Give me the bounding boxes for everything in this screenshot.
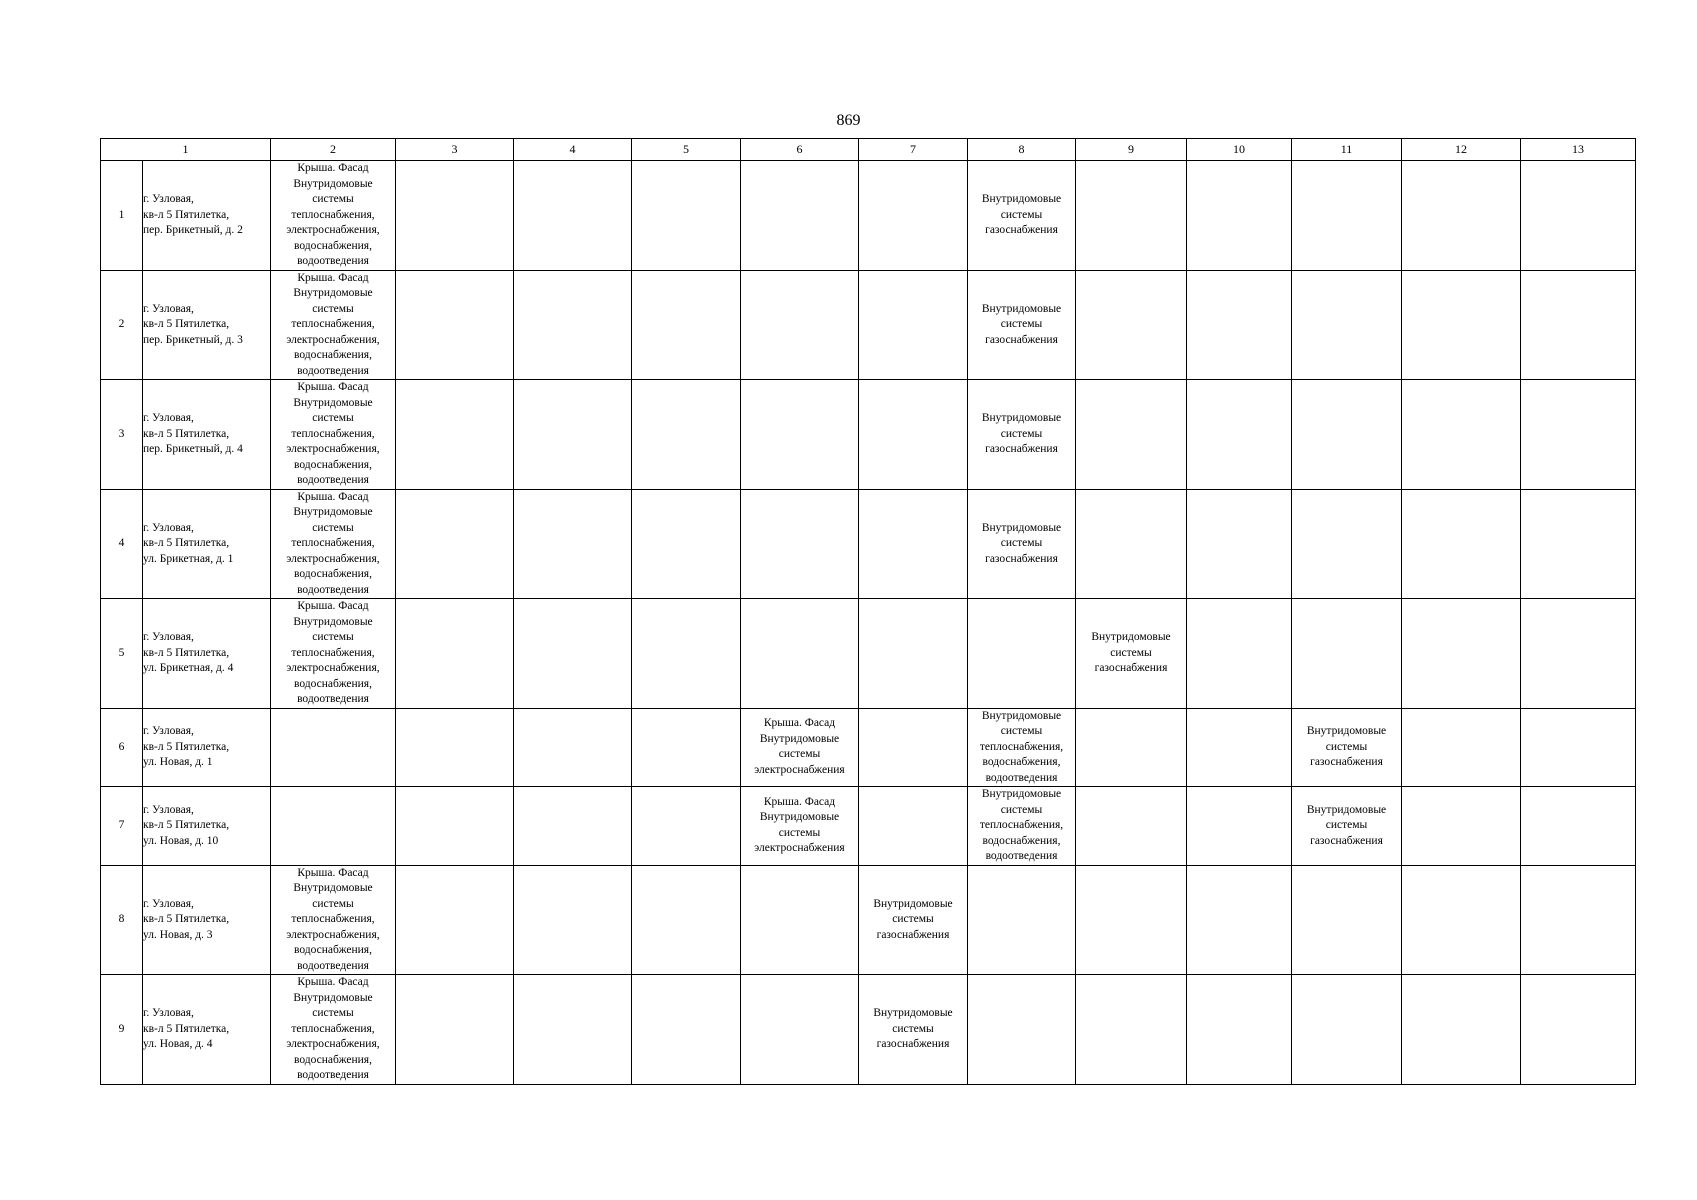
address-cell: г. Узловая, кв-л 5 Пятилетка, ул. Новая, д. 10 (143, 787, 271, 866)
work-cell-col-10 (1187, 489, 1292, 599)
work-cell-col-8 (968, 599, 1076, 709)
page-number: 869 (836, 112, 861, 129)
address-cell: г. Узловая, кв-л 5 Пятилетка, пер. Брикетный, д. 3 (143, 270, 271, 380)
work-cell-col-4 (514, 975, 632, 1085)
work-cell-col-11 (1292, 975, 1402, 1085)
work-cell-col-9 (1076, 270, 1187, 380)
work-cell-col-12 (1402, 787, 1521, 866)
work-cell-col-8: Внутридомовые системы газоснабжения (968, 270, 1076, 380)
work-cell-col-10 (1187, 975, 1292, 1085)
table-row (101, 708, 1636, 787)
table-row (101, 787, 1636, 866)
address-cell: г. Узловая, кв-л 5 Пятилетка, пер. Брикетный, д. 4 (143, 380, 271, 490)
work-cell-col-12 (1402, 270, 1521, 380)
work-cell-col-3 (396, 865, 514, 975)
work-cell-col-8 (968, 865, 1076, 975)
row-number: 1 (101, 161, 143, 271)
work-cell-col-13 (1521, 865, 1636, 975)
column-header: 5 (632, 139, 741, 161)
work-cell-col-10 (1187, 270, 1292, 380)
work-cell-col-2: Крыша. Фасад Внутридомовые системы теплоснабжения, электроснабжения, водоснабжения, водоотведения (271, 865, 396, 975)
work-cell-col-6 (741, 489, 859, 599)
column-header: 3 (396, 139, 514, 161)
work-cell-col-11: Внутридомовые системы газоснабжения (1292, 708, 1402, 787)
work-cell-col-12 (1402, 380, 1521, 490)
work-cell-col-12 (1402, 161, 1521, 271)
column-header: 1 (101, 139, 271, 161)
work-cell-col-4 (514, 380, 632, 490)
work-cell-col-9 (1076, 787, 1187, 866)
work-cell-col-2: Крыша. Фасад Внутридомовые системы теплоснабжения, электроснабжения, водоснабжения, водоотведения (271, 270, 396, 380)
work-cell-col-4 (514, 489, 632, 599)
table-row (101, 975, 1636, 1085)
column-header: 8 (968, 139, 1076, 161)
row-number: 5 (101, 599, 143, 709)
work-cell-col-5 (632, 489, 741, 599)
work-cell-col-4 (514, 787, 632, 866)
table-row (101, 865, 1636, 975)
work-cell-col-7 (859, 787, 968, 866)
work-cell-col-12 (1402, 708, 1521, 787)
work-cell-col-5 (632, 380, 741, 490)
work-cell-col-7 (859, 599, 968, 709)
work-cell-col-7 (859, 489, 968, 599)
table-row (101, 380, 1636, 490)
work-cell-col-9 (1076, 380, 1187, 490)
address-cell: г. Узловая, кв-л 5 Пятилетка, ул. Новая, д. 1 (143, 708, 271, 787)
work-cell-col-4 (514, 865, 632, 975)
work-cell-col-9 (1076, 975, 1187, 1085)
column-header: 12 (1402, 139, 1521, 161)
work-cell-col-5 (632, 787, 741, 866)
row-number: 4 (101, 489, 143, 599)
work-cell-col-13 (1521, 161, 1636, 271)
address-cell: г. Узловая, кв-л 5 Пятилетка, ул. Новая, д. 3 (143, 865, 271, 975)
work-cell-col-2: Крыша. Фасад Внутридомовые системы теплоснабжения, электроснабжения, водоснабжения, водоотведения (271, 975, 396, 1085)
work-cell-col-8: Внутридомовые системы теплоснабжения, водоснабжения, водоотведения (968, 708, 1076, 787)
work-cell-col-11: Внутридомовые системы газоснабжения (1292, 787, 1402, 866)
column-header: 2 (271, 139, 396, 161)
header-row (101, 139, 1636, 161)
work-cell-col-12 (1402, 599, 1521, 709)
table-row (101, 270, 1636, 380)
address-cell: г. Узловая, кв-л 5 Пятилетка, пер. Брикетный, д. 2 (143, 161, 271, 271)
work-cell-col-11 (1292, 865, 1402, 975)
work-cell-col-2: Крыша. Фасад Внутридомовые системы теплоснабжения, электроснабжения, водоснабжения, водоотведения (271, 161, 396, 271)
work-cell-col-2 (271, 787, 396, 866)
column-header: 11 (1292, 139, 1402, 161)
work-cell-col-11 (1292, 161, 1402, 271)
column-header: 10 (1187, 139, 1292, 161)
column-header: 6 (741, 139, 859, 161)
work-cell-col-6 (741, 161, 859, 271)
work-cell-col-11 (1292, 599, 1402, 709)
work-cell-col-4 (514, 599, 632, 709)
column-header: 7 (859, 139, 968, 161)
work-cell-col-5 (632, 270, 741, 380)
work-cell-col-5 (632, 975, 741, 1085)
row-number: 6 (101, 708, 143, 787)
work-cell-col-6 (741, 270, 859, 380)
work-cell-col-9 (1076, 865, 1187, 975)
work-cell-col-3 (396, 975, 514, 1085)
work-cell-col-7: Внутридомовые системы газоснабжения (859, 865, 968, 975)
row-number: 7 (101, 787, 143, 866)
row-number: 9 (101, 975, 143, 1085)
work-cell-col-6 (741, 975, 859, 1085)
work-cell-col-13 (1521, 489, 1636, 599)
work-cell-col-9 (1076, 708, 1187, 787)
column-header: 13 (1521, 139, 1636, 161)
work-cell-col-3 (396, 380, 514, 490)
work-cell-col-8: Внутридомовые системы газоснабжения (968, 489, 1076, 599)
work-cell-col-11 (1292, 380, 1402, 490)
table-row (101, 599, 1636, 709)
work-cell-col-9 (1076, 161, 1187, 271)
address-cell: г. Узловая, кв-л 5 Пятилетка, ул. Брикетная, д. 4 (143, 599, 271, 709)
work-cell-col-7: Внутридомовые системы газоснабжения (859, 975, 968, 1085)
work-cell-col-5 (632, 708, 741, 787)
work-cell-col-3 (396, 489, 514, 599)
work-cell-col-12 (1402, 865, 1521, 975)
work-cell-col-10 (1187, 161, 1292, 271)
work-cell-col-11 (1292, 489, 1402, 599)
work-cell-col-4 (514, 708, 632, 787)
work-cell-col-2 (271, 708, 396, 787)
work-cell-col-13 (1521, 380, 1636, 490)
work-cell-col-3 (396, 161, 514, 271)
work-cell-col-13 (1521, 787, 1636, 866)
work-cell-col-7 (859, 161, 968, 271)
address-cell: г. Узловая, кв-л 5 Пятилетка, ул. Брикетная, д. 1 (143, 489, 271, 599)
work-cell-col-3 (396, 708, 514, 787)
table-body (101, 161, 1636, 1085)
work-cell-col-4 (514, 270, 632, 380)
work-cell-col-8: Внутридомовые системы газоснабжения (968, 161, 1076, 271)
work-cell-col-12 (1402, 489, 1521, 599)
work-cell-col-6: Крыша. Фасад Внутридомовые системы электроснабжения (741, 787, 859, 866)
work-cell-col-7 (859, 270, 968, 380)
work-cell-col-6 (741, 865, 859, 975)
column-header: 4 (514, 139, 632, 161)
work-cell-col-10 (1187, 787, 1292, 866)
work-cell-col-7 (859, 708, 968, 787)
work-cell-col-7 (859, 380, 968, 490)
work-cell-col-3 (396, 599, 514, 709)
work-cell-col-6 (741, 599, 859, 709)
work-cell-col-13 (1521, 599, 1636, 709)
work-cell-col-5 (632, 599, 741, 709)
row-number: 2 (101, 270, 143, 380)
table-row (101, 489, 1636, 599)
work-cell-col-4 (514, 161, 632, 271)
work-cell-col-6 (741, 380, 859, 490)
work-cell-col-10 (1187, 708, 1292, 787)
work-cell-col-10 (1187, 380, 1292, 490)
work-cell-col-2: Крыша. Фасад Внутридомовые системы теплоснабжения, электроснабжения, водоснабжения, водоотведения (271, 489, 396, 599)
work-cell-col-11 (1292, 270, 1402, 380)
work-cell-col-10 (1187, 599, 1292, 709)
work-cell-col-5 (632, 865, 741, 975)
work-cell-col-5 (632, 161, 741, 271)
work-cell-col-6: Крыша. Фасад Внутридомовые системы электроснабжения (741, 708, 859, 787)
work-cell-col-9: Внутридомовые системы газоснабжения (1076, 599, 1187, 709)
row-number: 8 (101, 865, 143, 975)
work-cell-col-2: Крыша. Фасад Внутридомовые системы теплоснабжения, электроснабжения, водоснабжения, водоотведения (271, 380, 396, 490)
repair-schedule-table (100, 138, 1636, 1085)
work-cell-col-2: Крыша. Фасад Внутридомовые системы теплоснабжения, электроснабжения, водоснабжения, водоотведения (271, 599, 396, 709)
work-cell-col-3 (396, 787, 514, 866)
address-cell: г. Узловая, кв-л 5 Пятилетка, ул. Новая, д. 4 (143, 975, 271, 1085)
work-cell-col-3 (396, 270, 514, 380)
work-cell-col-13 (1521, 975, 1636, 1085)
work-cell-col-12 (1402, 975, 1521, 1085)
work-cell-col-8 (968, 975, 1076, 1085)
work-cell-col-13 (1521, 270, 1636, 380)
work-cell-col-9 (1076, 489, 1187, 599)
work-cell-col-13 (1521, 708, 1636, 787)
work-cell-col-10 (1187, 865, 1292, 975)
table-row (101, 161, 1636, 271)
column-header: 9 (1076, 139, 1187, 161)
work-cell-col-8: Внутридомовые системы теплоснабжения, водоснабжения, водоотведения (968, 787, 1076, 866)
row-number: 3 (101, 380, 143, 490)
work-cell-col-8: Внутридомовые системы газоснабжения (968, 380, 1076, 490)
